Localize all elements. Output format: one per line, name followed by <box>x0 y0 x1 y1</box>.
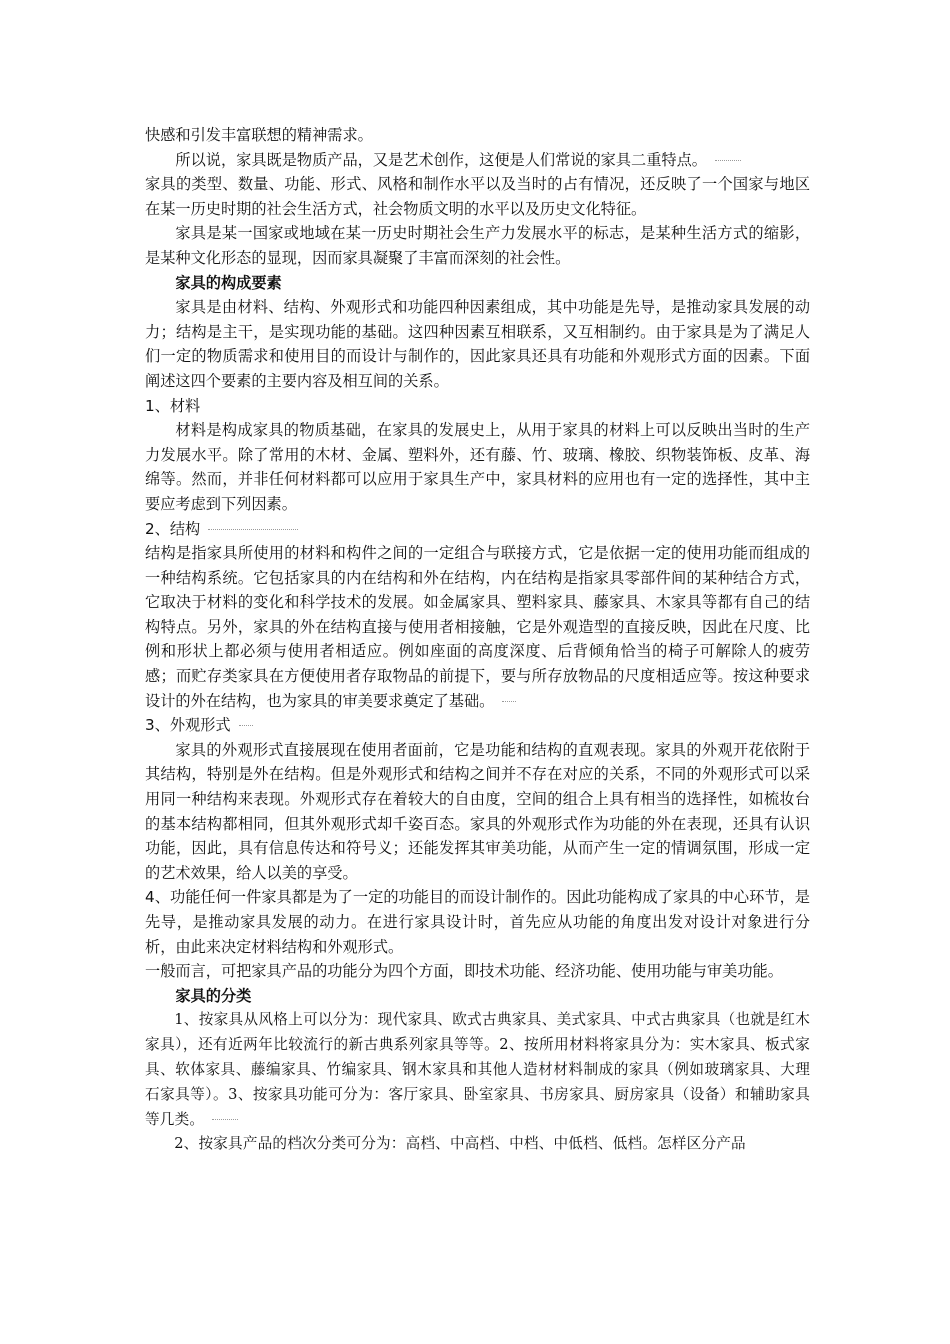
section-heading-classification: 家具的分类 <box>175 986 252 1005</box>
paragraph-10: 一般而言，可把家具产品的功能分为四个方面，即技术功能、经济功能、使用功能与审美功能。 <box>145 962 783 981</box>
paragraph-8: 家具的外观形式直接展现在使用者面前，它是功能和结构的直观表现。家具的外观开花依附于其结构，特别是外在结构。但是外观形式和结构之间并不存在对应的关系，不同的外观形式可以采用同一种结构来表现。外观形式存在着较大的自由度，空间的组合上具有相当的选择性，如梳妆台的基本结构都相同，但其外观形式却千姿百态。家具的外观形式作为功能的外在表现，还具有认识功能，因此，具有信息传达和符号义；还能发挥其审美功能，从而产生一定的情调氛围，形成一定的艺术效果，给人以美的享受。 <box>145 740 810 882</box>
paragraph-5: 家具是由材料、结构、外观形式和功能四种因素组成，其中功能是先导，是推动家具发展的动力；结构是主干，是实现功能的基础。这四种因素互相联系，又互相制约。由于家具是为了满足人们一定的物质需求和使用目的而设计与制作的，因此家具还具有功能和外观形式方面的因素。下面阐述这四个要素的主要内容及相互间的关系。 <box>145 298 810 390</box>
paragraph-9: 4、功能任何一件家具都是为了一定的功能目的而设计制作的。因此功能构成了家具的中心环节，是先导，是推动家具发展的动力。在进行家具设计时，首先应从功能的角度出发对设计对象进行分析，由此来决定材料结构和外观形式。 <box>145 888 810 956</box>
document-page <box>145 123 810 1157</box>
edit-mark <box>502 701 516 702</box>
subheading-structure: 2、结构 <box>145 517 810 542</box>
subheading-material: 1、材料 <box>145 396 201 415</box>
edit-mark <box>208 529 298 530</box>
edit-mark <box>715 160 741 161</box>
edit-mark <box>239 725 253 726</box>
paragraph-7: 结构是指家具所使用的材料和构件之间的一定组合与联接方式，它是依据一定的使用功能而组成的一种结构系统。它包括家具的内在结构和外在结构，内在结构是指家具零部件间的某种结合方式，它取决于材料的变化和科学技术的发展。如金属家具、塑料家具、藤家具、木家具等都有自己的结构特点。另外，家具的外在结构直接与使用者相接触，它是外观造型的直接反映，因此在尺度、比例和形状上都必须与使用者相适应。例如座面的高度深度、后背倾角恰当的椅子可解除人的疲劳感；而贮存类家具在方便使用者存取物品的前提下，要与所存放物品的尺度相适应等。按这种要求设计的外在结构，也为家具的审美要求奠定了基础。 <box>145 544 810 710</box>
paragraph-4: 家具是某一国家或地域在某一历史时期社会生产力发展水平的标志，是某种生活方式的缩影，是某种文化形态的显现，因而家具凝聚了丰富而深刻的社会性。 <box>145 224 810 267</box>
paragraph-2: 所以说，家具既是物质产品，又是艺术创作，这便是人们常说的家具二重特点。 <box>145 148 810 173</box>
subheading-appearance: 3、外观形式 <box>145 713 810 738</box>
paragraph-3: 家具的类型、数量、功能、形式、风格和制作水平以及当时的占有情况，还反映了一个国家与地区在某一历史时期的社会生活方式，社会物质文明的水平以及历史文化特征。 <box>145 175 810 218</box>
edit-mark <box>212 1119 238 1120</box>
paragraph-12: 2、按家具产品的档次分类可分为：高档、中高档、中档、中低档、低档。怎样区分产品 <box>174 1135 746 1153</box>
paragraph-11: 1、按家具从风格上可以分为：现代家具、欧式古典家具、美式家具、中式古典家具（也就是红木家具），还有近两年比较流行的新古典系列家具等等。2、按所用材料将家具分为：实木家具、板式家具、软体家具、藤编家具、竹编家具、钢木家具和其他人造材材料制成的家具（例如玻璃家具、大理石家具等）。3、按家具功能可分为：客厅家具、卧室家具、书房家具、厨房家具（设备）和辅助家具等几类。 <box>145 1011 810 1128</box>
section-heading-composition: 家具的构成要素 <box>175 273 282 292</box>
paragraph-1: 快感和引发丰富联想的精神需求。 <box>145 126 373 144</box>
paragraph-6: 材料是构成家具的物质基础，在家具的发展史上，从用于家具的材料上可以反映出当时的生产力发展水平。除了常用的木材、金属、塑料外，还有藤、竹、玻璃、橡胶、织物装饰板、皮革、海绵等。然而，并非任何材料都可以应用于家具生产中，家具材料的应用也有一定的选择性，其中主要应考虑到下列因素。 <box>145 421 810 513</box>
